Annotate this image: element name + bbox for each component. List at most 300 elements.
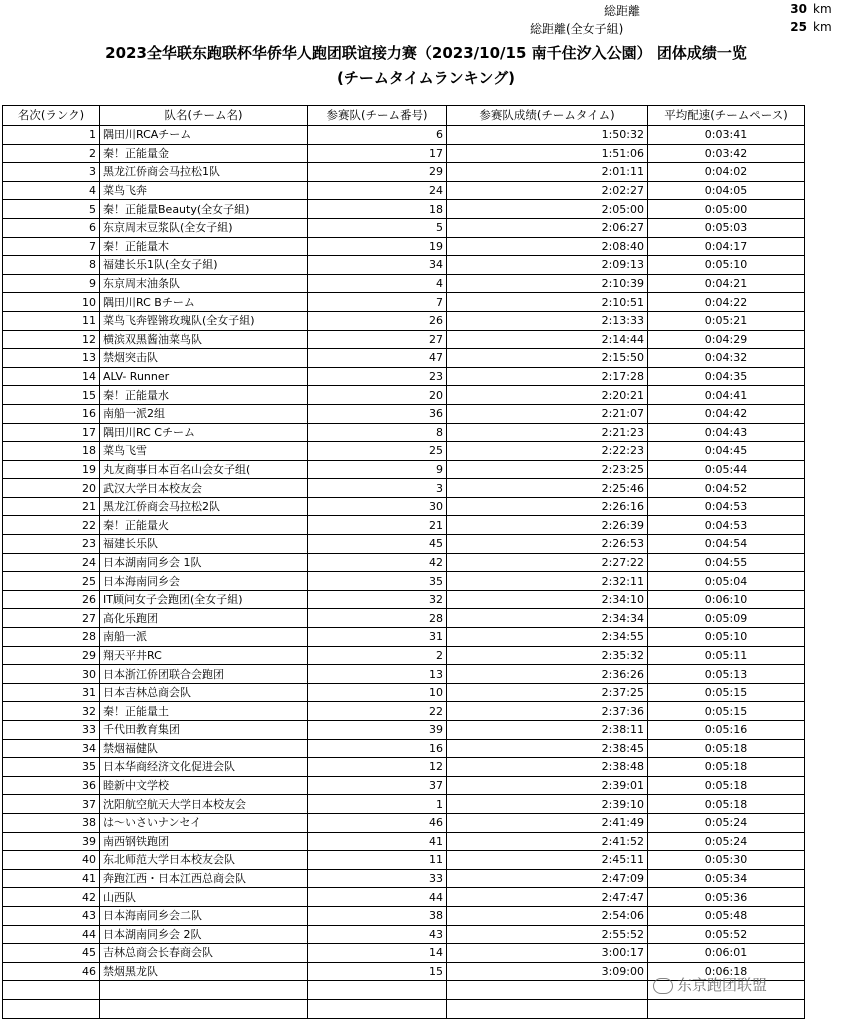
cell-team-number: 33 xyxy=(308,869,447,888)
cell-team-number: 6 xyxy=(308,126,447,145)
cell-team-name: 禁烟福健队 xyxy=(100,739,308,758)
cell-team-pace: 0:04:32 xyxy=(648,349,805,368)
cell-team-name: 日本海南同乡会 xyxy=(100,572,308,591)
table-row xyxy=(3,553,805,572)
total-distance-unit: km xyxy=(813,2,832,16)
cell-team-number: 13 xyxy=(308,665,447,684)
cell-team-time: 2:34:10 xyxy=(447,590,648,609)
table-row xyxy=(3,535,805,554)
table-row xyxy=(3,386,805,405)
cell-team-time: 2:20:21 xyxy=(447,386,648,405)
cell-team-name: 隅田川RC Cチーム xyxy=(100,423,308,442)
table-row xyxy=(3,906,805,925)
cell-rank: 18 xyxy=(3,442,100,461)
cell-team-number: 3 xyxy=(308,479,447,498)
table-row xyxy=(3,702,805,721)
cell-team-name: 菜鸟飞雪 xyxy=(100,442,308,461)
cell-rank: 43 xyxy=(3,906,100,925)
cell-team-time: 2:15:50 xyxy=(447,349,648,368)
table-row xyxy=(3,758,805,777)
cell-team-time: 2:38:45 xyxy=(447,739,648,758)
cell-rank: 20 xyxy=(3,479,100,498)
empty-cell xyxy=(3,999,100,1018)
cell-rank: 38 xyxy=(3,813,100,832)
cell-team-number: 43 xyxy=(308,925,447,944)
table-row xyxy=(3,888,805,907)
table-row xyxy=(3,646,805,665)
cell-team-pace: 0:05:52 xyxy=(648,925,805,944)
table-row xyxy=(3,311,805,330)
cell-team-number: 14 xyxy=(308,944,447,963)
cell-team-pace: 0:04:45 xyxy=(648,442,805,461)
cell-team-pace: 0:03:42 xyxy=(648,144,805,163)
cell-team-number: 24 xyxy=(308,181,447,200)
table-row xyxy=(3,274,805,293)
cell-team-number: 26 xyxy=(308,311,447,330)
cell-team-number: 34 xyxy=(308,256,447,275)
cell-rank: 45 xyxy=(3,944,100,963)
table-row xyxy=(3,683,805,702)
table-row xyxy=(3,442,805,461)
cell-team-time: 2:26:39 xyxy=(447,516,648,535)
cell-team-time: 2:14:44 xyxy=(447,330,648,349)
cell-team-name: 睦新中文学校 xyxy=(100,776,308,795)
table-row xyxy=(3,200,805,219)
cell-rank: 14 xyxy=(3,367,100,386)
cell-team-time: 2:17:28 xyxy=(447,367,648,386)
cell-rank: 44 xyxy=(3,925,100,944)
cell-team-time: 2:21:07 xyxy=(447,404,648,423)
cell-rank: 10 xyxy=(3,293,100,312)
cell-team-time: 2:01:11 xyxy=(447,163,648,182)
cell-team-time: 2:34:34 xyxy=(447,609,648,628)
cell-team-pace: 0:05:13 xyxy=(648,665,805,684)
cell-team-pace: 0:06:18 xyxy=(648,962,805,981)
cell-team-pace: 0:05:24 xyxy=(648,813,805,832)
cell-team-pace: 0:04:53 xyxy=(648,516,805,535)
cell-team-time: 1:50:32 xyxy=(447,126,648,145)
table-row xyxy=(3,851,805,870)
table-row xyxy=(3,628,805,647)
header-team-number: 参赛队(チーム番号) xyxy=(308,106,447,126)
cell-rank: 26 xyxy=(3,590,100,609)
cell-rank: 23 xyxy=(3,535,100,554)
cell-team-name: 黑龙江侨商会马拉松2队 xyxy=(100,497,308,516)
page-title: 2023全华联东跑联杯华侨华人跑团联谊接力赛（2023/10/15 南千住汐入公園） 团体成绩一览 xyxy=(105,44,747,62)
empty-cell xyxy=(308,981,447,1000)
cell-team-name: 秦！正能量火 xyxy=(100,516,308,535)
cell-team-number: 16 xyxy=(308,739,447,758)
cell-team-time: 2:39:01 xyxy=(447,776,648,795)
table-row xyxy=(3,256,805,275)
cell-team-number: 44 xyxy=(308,888,447,907)
cell-rank: 24 xyxy=(3,553,100,572)
cell-team-time: 2:02:27 xyxy=(447,181,648,200)
cell-team-pace: 0:05:21 xyxy=(648,311,805,330)
cell-team-number: 12 xyxy=(308,758,447,777)
cell-rank: 35 xyxy=(3,758,100,777)
cell-team-name: 翔天平井RC xyxy=(100,646,308,665)
cell-team-pace: 0:05:48 xyxy=(648,906,805,925)
table-row xyxy=(3,460,805,479)
cell-team-time: 3:09:00 xyxy=(447,962,648,981)
empty-cell xyxy=(447,981,648,1000)
cell-team-pace: 0:04:43 xyxy=(648,423,805,442)
cell-team-time: 2:41:52 xyxy=(447,832,648,851)
cell-team-pace: 0:04:21 xyxy=(648,274,805,293)
cell-team-name: 南西钢铁跑团 xyxy=(100,832,308,851)
cell-team-time: 2:21:23 xyxy=(447,423,648,442)
cell-team-name: 沈阳航空航天大学日本校友会 xyxy=(100,795,308,814)
cell-rank: 2 xyxy=(3,144,100,163)
table-row xyxy=(3,237,805,256)
cell-team-name: 南船一派 xyxy=(100,628,308,647)
cell-rank: 29 xyxy=(3,646,100,665)
cell-rank: 46 xyxy=(3,962,100,981)
cell-rank: 9 xyxy=(3,274,100,293)
cell-rank: 37 xyxy=(3,795,100,814)
cell-team-time: 2:38:11 xyxy=(447,721,648,740)
cell-rank: 13 xyxy=(3,349,100,368)
cell-team-name: 日本湖南同乡会 2队 xyxy=(100,925,308,944)
empty-cell xyxy=(308,999,447,1018)
header-team-pace: 平均配速(チームペース) xyxy=(648,106,805,126)
cell-team-name: 日本海南同乡会二队 xyxy=(100,906,308,925)
cell-team-time: 2:27:22 xyxy=(447,553,648,572)
cell-team-number: 1 xyxy=(308,795,447,814)
cell-team-time: 2:34:55 xyxy=(447,628,648,647)
cell-team-time: 2:10:39 xyxy=(447,274,648,293)
table-row xyxy=(3,795,805,814)
wechat-icon xyxy=(653,978,673,994)
cell-team-pace: 0:05:10 xyxy=(648,256,805,275)
cell-team-name: 禁烟突击队 xyxy=(100,349,308,368)
table-row xyxy=(3,330,805,349)
cell-team-name: 菜鸟飞奔 xyxy=(100,181,308,200)
cell-team-name: 隅田川RCAチーム xyxy=(100,126,308,145)
cell-rank: 6 xyxy=(3,218,100,237)
cell-team-number: 18 xyxy=(308,200,447,219)
cell-team-time: 2:54:06 xyxy=(447,906,648,925)
cell-rank: 8 xyxy=(3,256,100,275)
cell-team-pace: 0:05:30 xyxy=(648,851,805,870)
cell-team-pace: 0:04:42 xyxy=(648,404,805,423)
table-row xyxy=(3,367,805,386)
cell-team-number: 32 xyxy=(308,590,447,609)
cell-team-name: 日本华商经济文化促进会队 xyxy=(100,758,308,777)
cell-team-time: 2:38:48 xyxy=(447,758,648,777)
cell-rank: 7 xyxy=(3,237,100,256)
cell-team-name: 日本湖南同乡会 1队 xyxy=(100,553,308,572)
cell-team-name: 吉林总商会长春商会队 xyxy=(100,944,308,963)
cell-team-time: 2:13:33 xyxy=(447,311,648,330)
table-header-row xyxy=(3,106,805,126)
cell-team-number: 21 xyxy=(308,516,447,535)
cell-team-time: 3:00:17 xyxy=(447,944,648,963)
cell-team-number: 38 xyxy=(308,906,447,925)
cell-team-number: 7 xyxy=(308,293,447,312)
cell-rank: 32 xyxy=(3,702,100,721)
table-row xyxy=(3,721,805,740)
cell-team-number: 17 xyxy=(308,144,447,163)
cell-team-time: 2:47:09 xyxy=(447,869,648,888)
cell-team-pace: 0:05:18 xyxy=(648,795,805,814)
empty-cell xyxy=(3,981,100,1000)
cell-team-number: 20 xyxy=(308,386,447,405)
cell-team-time: 2:39:10 xyxy=(447,795,648,814)
table-row-empty xyxy=(3,999,805,1018)
cell-team-name: 奔跑江西・日本江西总商会队 xyxy=(100,869,308,888)
cell-rank: 11 xyxy=(3,311,100,330)
ranking-table xyxy=(2,105,805,1019)
cell-team-number: 23 xyxy=(308,367,447,386)
cell-team-pace: 0:06:01 xyxy=(648,944,805,963)
table-row xyxy=(3,497,805,516)
cell-team-time: 2:35:32 xyxy=(447,646,648,665)
table-row xyxy=(3,181,805,200)
cell-team-time: 2:41:49 xyxy=(447,813,648,832)
cell-team-number: 2 xyxy=(308,646,447,665)
cell-team-number: 27 xyxy=(308,330,447,349)
cell-team-pace: 0:04:29 xyxy=(648,330,805,349)
cell-team-pace: 0:04:02 xyxy=(648,163,805,182)
women-distance-label: 総距離(全女子組) xyxy=(530,22,624,36)
cell-team-name: 秦！正能量金 xyxy=(100,144,308,163)
cell-team-number: 29 xyxy=(308,163,447,182)
cell-team-pace: 0:05:36 xyxy=(648,888,805,907)
cell-team-name: 千代田教育集团 xyxy=(100,721,308,740)
cell-team-name: 禁烟黑龙队 xyxy=(100,962,308,981)
cell-team-number: 42 xyxy=(308,553,447,572)
cell-team-number: 10 xyxy=(308,683,447,702)
cell-rank: 36 xyxy=(3,776,100,795)
table-row xyxy=(3,218,805,237)
cell-team-number: 35 xyxy=(308,572,447,591)
table-row xyxy=(3,925,805,944)
cell-team-time: 2:10:51 xyxy=(447,293,648,312)
cell-team-name: 秦！正能量土 xyxy=(100,702,308,721)
cell-team-name: 黑龙江侨商会马拉松1队 xyxy=(100,163,308,182)
cell-team-pace: 0:04:05 xyxy=(648,181,805,200)
cell-team-name: 福建长乐队 xyxy=(100,535,308,554)
table-row xyxy=(3,516,805,535)
cell-team-number: 5 xyxy=(308,218,447,237)
cell-rank: 1 xyxy=(3,126,100,145)
cell-team-pace: 0:04:35 xyxy=(648,367,805,386)
cell-team-time: 2:36:26 xyxy=(447,665,648,684)
cell-rank: 33 xyxy=(3,721,100,740)
empty-cell xyxy=(447,999,648,1018)
cell-team-name: ALV- Runner xyxy=(100,367,308,386)
table-row xyxy=(3,479,805,498)
cell-team-time: 1:51:06 xyxy=(447,144,648,163)
cell-team-time: 2:23:25 xyxy=(447,460,648,479)
cell-team-name: 东京周末豆浆队(全女子組) xyxy=(100,218,308,237)
cell-rank: 5 xyxy=(3,200,100,219)
cell-team-time: 2:47:47 xyxy=(447,888,648,907)
cell-team-pace: 0:05:03 xyxy=(648,218,805,237)
cell-team-name: 南船一派2组 xyxy=(100,404,308,423)
cell-team-name: 东北师范大学日本校友会队 xyxy=(100,851,308,870)
table-body xyxy=(3,126,805,1019)
cell-team-pace: 0:05:10 xyxy=(648,628,805,647)
cell-team-pace: 0:04:53 xyxy=(648,497,805,516)
cell-rank: 41 xyxy=(3,869,100,888)
cell-team-number: 36 xyxy=(308,404,447,423)
cell-team-name: 秦！正能量木 xyxy=(100,237,308,256)
cell-team-time: 2:26:53 xyxy=(447,535,648,554)
cell-team-name: 东京周末油条队 xyxy=(100,274,308,293)
cell-team-number: 37 xyxy=(308,776,447,795)
cell-team-pace: 0:05:18 xyxy=(648,739,805,758)
cell-rank: 25 xyxy=(3,572,100,591)
cell-team-time: 2:26:16 xyxy=(447,497,648,516)
cell-team-time: 2:05:00 xyxy=(447,200,648,219)
cell-team-pace: 0:04:54 xyxy=(648,535,805,554)
table-row xyxy=(3,609,805,628)
cell-team-time: 2:09:13 xyxy=(447,256,648,275)
table-row xyxy=(3,126,805,145)
cell-team-pace: 0:05:18 xyxy=(648,776,805,795)
empty-cell xyxy=(648,999,805,1018)
table-row xyxy=(3,665,805,684)
cell-team-pace: 0:04:22 xyxy=(648,293,805,312)
cell-team-number: 8 xyxy=(308,423,447,442)
table-row xyxy=(3,739,805,758)
cell-team-pace: 0:06:10 xyxy=(648,590,805,609)
cell-team-pace: 0:03:41 xyxy=(648,126,805,145)
cell-rank: 17 xyxy=(3,423,100,442)
cell-rank: 31 xyxy=(3,683,100,702)
cell-team-time: 2:37:36 xyxy=(447,702,648,721)
cell-team-number: 25 xyxy=(308,442,447,461)
table-row xyxy=(3,293,805,312)
cell-team-number: 22 xyxy=(308,702,447,721)
watermark-text: 东京跑团联盟 xyxy=(677,976,768,994)
cell-team-number: 15 xyxy=(308,962,447,981)
cell-team-name: IT顾问女子会跑团(全女子組) xyxy=(100,590,308,609)
watermark xyxy=(653,974,767,995)
cell-team-number: 41 xyxy=(308,832,447,851)
cell-team-time: 2:45:11 xyxy=(447,851,648,870)
cell-team-number: 39 xyxy=(308,721,447,740)
cell-team-time: 2:32:11 xyxy=(447,572,648,591)
women-distance-value: 25 xyxy=(790,20,807,34)
women-distance-unit: km xyxy=(813,20,832,34)
cell-rank: 42 xyxy=(3,888,100,907)
cell-team-number: 47 xyxy=(308,349,447,368)
cell-team-name: 菜鸟飞奔铿锵玫瑰队(全女子組) xyxy=(100,311,308,330)
cell-team-name: 山西队 xyxy=(100,888,308,907)
cell-team-number: 46 xyxy=(308,813,447,832)
cell-rank: 21 xyxy=(3,497,100,516)
table-row xyxy=(3,404,805,423)
cell-rank: 3 xyxy=(3,163,100,182)
cell-team-time: 2:37:25 xyxy=(447,683,648,702)
cell-team-number: 31 xyxy=(308,628,447,647)
header-rank: 名次(ランク) xyxy=(3,106,100,126)
header-team-name: 队名(チーム名) xyxy=(100,106,308,126)
cell-team-pace: 0:05:34 xyxy=(648,869,805,888)
cell-rank: 22 xyxy=(3,516,100,535)
cell-team-name: 日本浙江侨团联合会跑团 xyxy=(100,665,308,684)
cell-rank: 39 xyxy=(3,832,100,851)
table-row xyxy=(3,349,805,368)
cell-team-name: 秦！正能量水 xyxy=(100,386,308,405)
cell-team-pace: 0:04:17 xyxy=(648,237,805,256)
table-row xyxy=(3,813,805,832)
table-row xyxy=(3,572,805,591)
cell-team-name: 横滨双黑酱油菜鸟队 xyxy=(100,330,308,349)
cell-team-name: 丸友商事日本百名山会女子组( xyxy=(100,460,308,479)
cell-team-time: 2:55:52 xyxy=(447,925,648,944)
cell-team-name: 日本吉林总商会队 xyxy=(100,683,308,702)
cell-team-pace: 0:05:00 xyxy=(648,200,805,219)
cell-team-pace: 0:05:11 xyxy=(648,646,805,665)
cell-team-pace: 0:05:04 xyxy=(648,572,805,591)
cell-team-pace: 0:05:24 xyxy=(648,832,805,851)
cell-team-pace: 0:04:41 xyxy=(648,386,805,405)
cell-team-pace: 0:04:52 xyxy=(648,479,805,498)
cell-team-number: 9 xyxy=(308,460,447,479)
cell-team-pace: 0:05:18 xyxy=(648,758,805,777)
cell-team-number: 45 xyxy=(308,535,447,554)
cell-team-pace: 0:05:16 xyxy=(648,721,805,740)
table-row xyxy=(3,590,805,609)
empty-cell xyxy=(100,999,308,1018)
cell-rank: 19 xyxy=(3,460,100,479)
cell-team-pace: 0:05:15 xyxy=(648,683,805,702)
table-row xyxy=(3,423,805,442)
table-row xyxy=(3,832,805,851)
cell-rank: 28 xyxy=(3,628,100,647)
cell-team-pace: 0:05:44 xyxy=(648,460,805,479)
cell-team-number: 4 xyxy=(308,274,447,293)
cell-rank: 15 xyxy=(3,386,100,405)
cell-team-name: 福建长乐1队(全女子組) xyxy=(100,256,308,275)
table-row xyxy=(3,869,805,888)
cell-rank: 27 xyxy=(3,609,100,628)
cell-rank: 40 xyxy=(3,851,100,870)
cell-team-name: は～いさいナンセイ xyxy=(100,813,308,832)
cell-team-number: 28 xyxy=(308,609,447,628)
cell-team-time: 2:08:40 xyxy=(447,237,648,256)
page-subtitle: (チームタイムランキング) xyxy=(337,69,515,87)
cell-team-number: 19 xyxy=(308,237,447,256)
cell-team-name: 秦！正能量Beauty(全女子組) xyxy=(100,200,308,219)
cell-rank: 16 xyxy=(3,404,100,423)
cell-team-name: 武汉大学日本校友会 xyxy=(100,479,308,498)
cell-rank: 30 xyxy=(3,665,100,684)
total-distance-label: 総距離 xyxy=(604,4,641,18)
cell-team-pace: 0:04:55 xyxy=(648,553,805,572)
cell-rank: 12 xyxy=(3,330,100,349)
cell-rank: 34 xyxy=(3,739,100,758)
cell-rank: 4 xyxy=(3,181,100,200)
cell-team-name: 高化乐跑团 xyxy=(100,609,308,628)
total-distance-value: 30 xyxy=(790,2,807,16)
cell-team-number: 11 xyxy=(308,851,447,870)
table-row xyxy=(3,163,805,182)
cell-team-pace: 0:05:15 xyxy=(648,702,805,721)
table-row xyxy=(3,776,805,795)
cell-team-time: 2:25:46 xyxy=(447,479,648,498)
table-row xyxy=(3,144,805,163)
table-row xyxy=(3,944,805,963)
cell-team-name: 隅田川RC Bチーム xyxy=(100,293,308,312)
cell-team-time: 2:06:27 xyxy=(447,218,648,237)
empty-cell xyxy=(100,981,308,1000)
